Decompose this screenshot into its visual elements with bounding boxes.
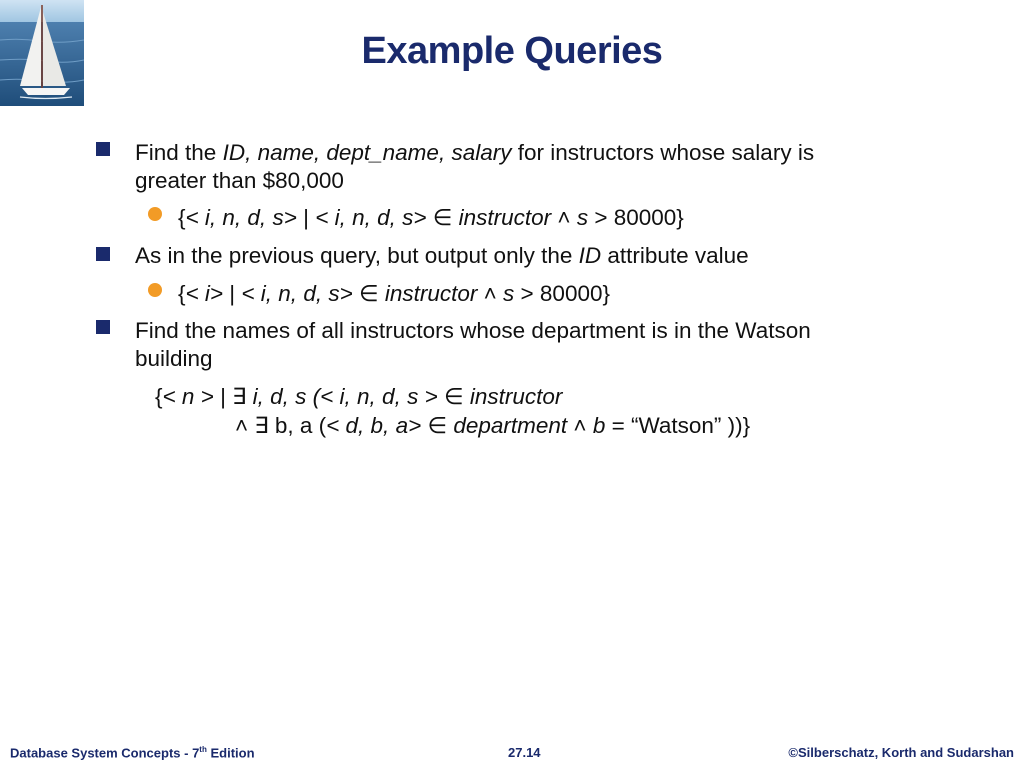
square-bullet-icon <box>96 247 110 261</box>
bullet-1-formula: {< i, n, d, s> | < i, n, d, s> ∈ instructor ˄ s > 80000} <box>178 205 684 230</box>
square-bullet-icon <box>96 142 110 156</box>
round-bullet-icon <box>148 207 162 221</box>
bullet-3-formula-line-2: ˄ ∃ b, a (< d, b, a> ∈ department ˄ b = “Watson” ))} <box>235 413 751 438</box>
bullet-3-line-1: Find the names of all instructors whose department is in the Watson <box>135 318 811 343</box>
bullet-3-line-2: building <box>135 346 213 371</box>
bullet-1-line-1 <box>135 139 814 167</box>
bullet-2-formula: {< i> | < i, n, d, s> ∈ instructor ˄ s > 80000} <box>178 281 611 306</box>
slide-title: Example Queries <box>361 30 663 72</box>
round-bullet-icon <box>148 283 162 297</box>
bullet-2-line-1: As in the previous query, but output only the ID attribute value <box>135 243 749 268</box>
bullet-1-line-2: greater than $80,000 <box>135 168 344 193</box>
footer-left: Database System Concepts - 7th Edition <box>10 745 255 761</box>
bullet-3-formula-line-1: {< n > | ∃ i, d, s (< i, n, d, s > ∈ instructor <box>155 384 563 409</box>
bullet-1-text-b: for instructors whose salary is <box>511 140 815 165</box>
bullet-1-text-a: Find the <box>135 140 223 165</box>
bullet-1-attributes: ID, name, dept_name, salary <box>222 140 512 165</box>
footer-copyright: ©Silberschatz, Korth and Sudarshan <box>788 745 1014 760</box>
square-bullet-icon <box>96 320 110 334</box>
page-number: 27.14 <box>508 745 541 760</box>
